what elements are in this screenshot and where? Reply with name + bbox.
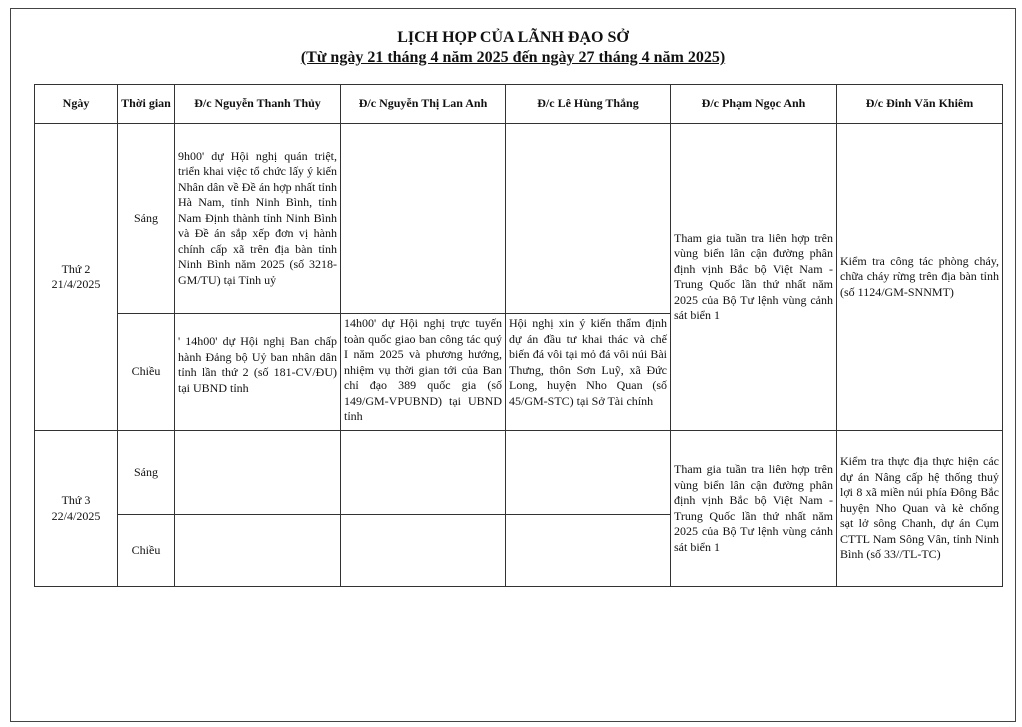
empty-cell [341, 515, 506, 587]
header-person-3: Đ/c Lê Hùng Thắng [506, 85, 671, 124]
table-row [35, 124, 1003, 314]
schedule-entry: Kiểm tra công tác phòng cháy, chữa cháy rừng trên địa bàn tỉnh (số 1124/GM-SNNMT) [837, 124, 1003, 431]
session-afternoon: Chiều [118, 314, 175, 431]
empty-cell [506, 124, 671, 314]
header-person-1: Đ/c Nguyễn Thanh Thủy [175, 85, 341, 124]
day-cell-monday: Thứ 2 21/4/2025 [35, 124, 118, 431]
empty-cell [506, 515, 671, 587]
schedule-table [34, 84, 1003, 587]
schedule-entry: ' 14h00' dự Hội nghị Ban chấp hành Đảng bộ Uỷ ban nhân dân tỉnh lần thứ 2 (số 181-CV/ĐU) tại UBND tỉnh [175, 314, 341, 431]
session-morning: Sáng [118, 124, 175, 314]
table-row [35, 431, 1003, 515]
page-title: LỊCH HỌP CỦA LÃNH ĐẠO SỞ [397, 29, 629, 46]
schedule-entry: 14h00' dự Hội nghị trực tuyến toàn quốc giao ban công tác quý I năm 2025 và phương hướng, nhiệm vụ thời gian tới của Ban chỉ đạo 389 quốc gia (số 149/GM-VPUBND) tại UBND tỉnh [341, 314, 506, 431]
session-morning: Sáng [118, 431, 175, 515]
header-person-4: Đ/c Phạm Ngọc Anh [671, 85, 837, 124]
document-page [10, 8, 1016, 722]
empty-cell [341, 431, 506, 515]
day-cell-tuesday: Thứ 3 22/4/2025 [35, 431, 118, 587]
header-person-5: Đ/c Đinh Văn Khiêm [837, 85, 1003, 124]
session-afternoon: Chiều [118, 515, 175, 587]
schedule-entry: Tham gia tuần tra liên hợp trên vùng biển lân cận đường phân định vịnh Bắc bộ Việt Nam - Trung Quốc lần thứ nhất năm 2025 của Bộ Tư lệnh vùng cảnh sát biển 1 [671, 124, 837, 431]
schedule-entry: Tham gia tuần tra liên hợp trên vùng biển lân cận đường phân định vịnh Bắc bộ Việt Nam - Trung Quốc lần thứ nhất năm 2025 của Bộ Tư lệnh vùng cảnh sát biển 1 [671, 431, 837, 587]
schedule-entry: Kiểm tra thực địa thực hiện các dự án Nâng cấp hệ thống thuỷ lợi 8 xã miền núi phía Đông Bắc huyện Nho Quan và kè chống sạt lở sông Chanh, dự án Cụm CTTL Nam Sông Vân, tỉnh Ninh Bình (số 33//TL-TC) [837, 431, 1003, 587]
header-person-2: Đ/c Nguyễn Thị Lan Anh [341, 85, 506, 124]
empty-cell [341, 124, 506, 314]
header-time: Thời gian [118, 85, 175, 124]
empty-cell [175, 515, 341, 587]
schedule-entry: Hội nghị xin ý kiến thẩm định dự án đầu tư khai thác và chế biến đá vôi tại mỏ đá vôi núi Bài Thưng, thôn Sơn Luỹ, xã Đức Long, huyện Nho Quan (số 45/GM-STC) tại Sở Tài chính [506, 314, 671, 431]
page-subtitle: (Từ ngày 21 tháng 4 năm 2025 đến ngày 27 tháng 4 năm 2025) [300, 49, 726, 66]
empty-cell [506, 431, 671, 515]
header-day: Ngày [35, 85, 118, 124]
empty-cell [175, 431, 341, 515]
schedule-entry: 9h00' dự Hội nghị quán triệt, triển khai việc tổ chức lấy ý kiến Nhân dân về Đề án hợp nhất tỉnh Hà Nam, tỉnh Ninh Bình, tỉnh Nam Định thành tỉnh Ninh Bình và Đề án sắp xếp đơn vị hành chính cấp xã trên địa bàn tỉnh Ninh Bình năm 2025 (số 3218-GM/TU) tại Tỉnh uỷ [175, 124, 341, 314]
header-row [35, 85, 1003, 124]
